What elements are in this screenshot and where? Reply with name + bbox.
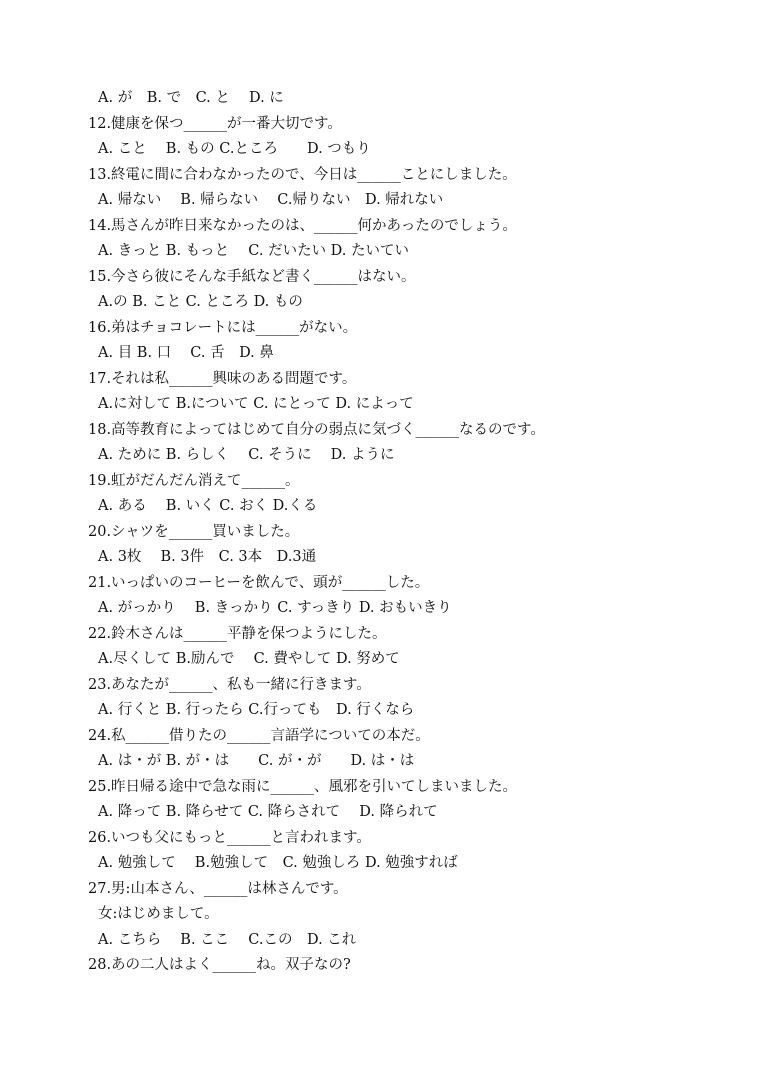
question-24-stem: 24.私______借りたの______言語学についての本だ。 xyxy=(88,728,430,744)
question-13-options: A. 帰ない B. 帰らない C.帰りない D. 帰れない xyxy=(98,192,444,208)
question-20-options: A. 3枚 B. 3件 C. 3本 D.3通 xyxy=(98,549,317,565)
question-17-options: A.に対して B.について C. にとって D. によって xyxy=(98,396,414,412)
question-15-stem: 15.今さら彼にそんな手紙など書く______はない。 xyxy=(88,269,416,285)
question-19-options: A. ある B. いく C. おく D.くる xyxy=(98,498,318,514)
question-14-options: A. きっと B. もっと C. だいたい D. たいてい xyxy=(98,243,410,259)
question-26-options: A. 勉強して B.勉強して C. 勉強しろ D. 勉強すれば xyxy=(98,855,458,871)
question-13-stem: 13.終電に間に合わなかったので、今日は______ことにしました。 xyxy=(88,167,517,183)
question-18-stem: 18.高等教育によってはじめて自分の弱点に気づく______なるのです。 xyxy=(88,422,545,438)
question-21-stem: 21.いっぱいのコーヒーを飲んで、頭が______した。 xyxy=(88,575,430,591)
question-19-stem: 19.虹がだんだん消えて______。 xyxy=(88,473,300,489)
question-12-options: A. こと B. もの C.ところ D. つもり xyxy=(98,141,371,157)
question-22-stem: 22.鈴木さんは______平静を保つようにした。 xyxy=(88,626,387,642)
question-18-options: A. ために B. らしく C. そうに D. ように xyxy=(98,447,395,463)
question-25-options: A. 降って B. 降らせて C. 降らされて D. 降られて xyxy=(98,804,438,820)
question-27-options: A. こちら B. ここ C.この D. これ xyxy=(98,932,357,948)
question-15-options: A.の B. こと C. ところ D. もの xyxy=(98,294,303,310)
question-25-stem: 25.昨日帰る途中で急な雨に______、風邪を引いてしまいました。 xyxy=(88,779,518,795)
question-23-options: A. 行くと B. 行ったら C.行っても D. 行くなら xyxy=(98,702,415,718)
question-24-options: A. は・が B. が・は C. が・が D. は・は xyxy=(98,753,415,769)
question-12-stem: 12.健康を保つ______が一番大切です。 xyxy=(88,116,342,132)
question-23-stem: 23.あなたが______、私も一緒に行きます。 xyxy=(88,677,371,693)
question-22-options: A.尽くして B.励んで C. 費やして D. 努めて xyxy=(98,651,400,667)
question-26-stem: 26.いつも父にもっと______と言われます。 xyxy=(88,830,371,846)
question-27-dialogue: 女:はじめまして。 xyxy=(98,906,219,922)
question-20-stem: 20.シャツを______買いました。 xyxy=(88,524,300,540)
question-16-stem: 16.弟はチョコレートには______がない。 xyxy=(88,320,358,336)
question-28-stem: 28.あの二人はよく______ね。双子なの? xyxy=(88,957,351,973)
question-16-options: A. 目 B. 口 C. 舌 D. 鼻 xyxy=(98,345,274,361)
question-17-stem: 17.それは私______興味のある問題です。 xyxy=(88,371,357,387)
question-27-stem: 27.男:山本さん、______は林さんです。 xyxy=(88,881,348,897)
question-11-options: A. が B. で C. と D. に xyxy=(98,90,284,106)
question-21-options: A. がっかり B. きっかり C. すっきり D. おもいきり xyxy=(98,600,452,616)
question-14-stem: 14.馬さんが昨日来なかったのは、______何かあったのでしょう。 xyxy=(88,218,517,234)
